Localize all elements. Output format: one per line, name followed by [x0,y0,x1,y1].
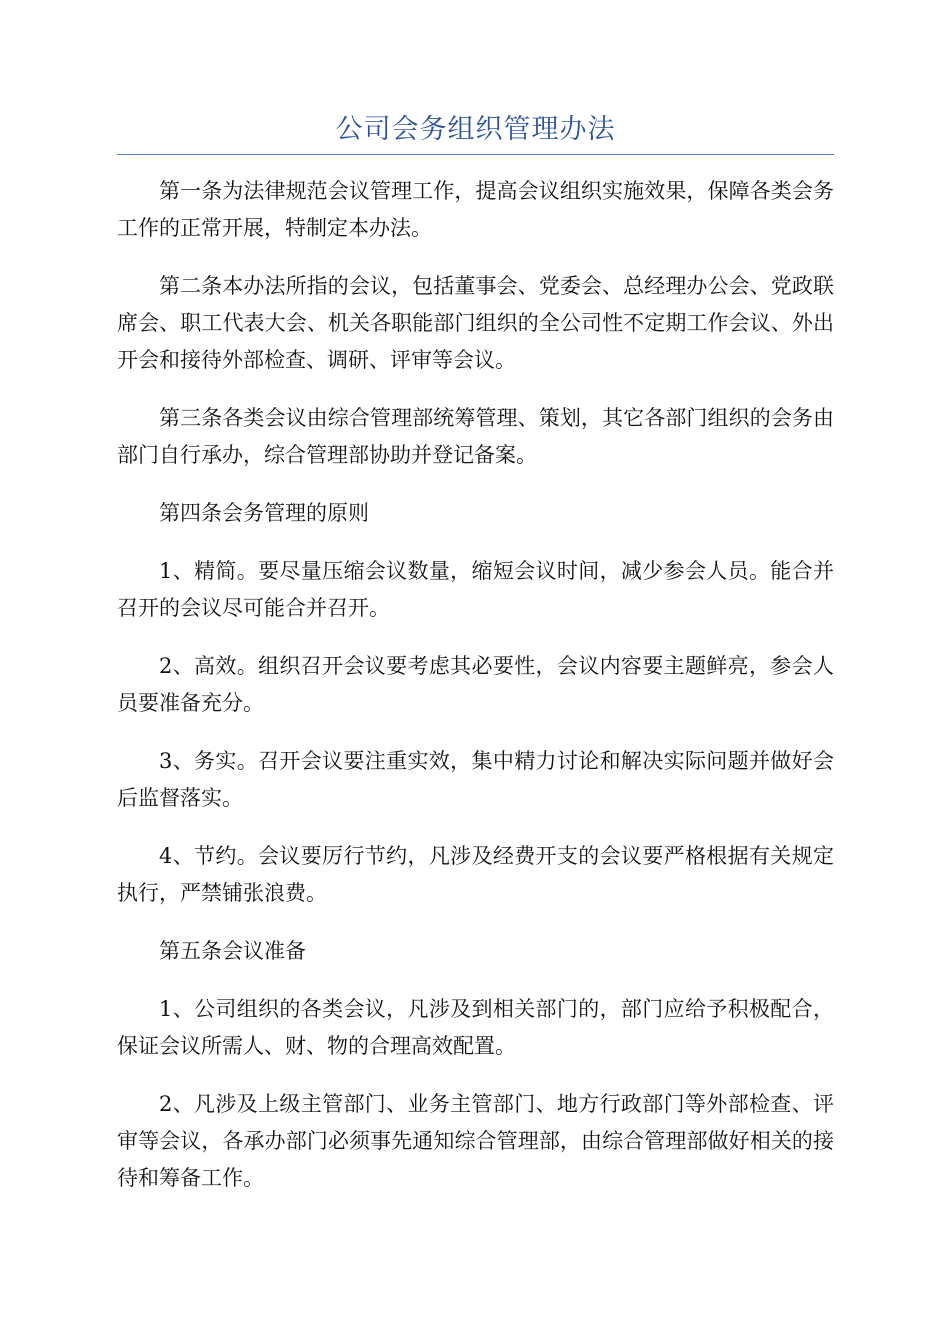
principle-1-paragraph: 1、精简。要尽量压缩会议数量，缩短会议时间，减少参会人员。能合并召开的会议尽可能合并召开。 [117,559,834,620]
preparation-2-paragraph: 2、凡涉及上级主管部门、业务主管部门、地方行政部门等外部检查、评审等会议，各承办部门必须事先通知综合管理部，由综合管理部做好相关的接待和筹备工作。 [117,1092,834,1190]
article-1-paragraph: 第一条为法律规范会议管理工作，提高会议组织实施效果，保障各类会务工作的正常开展，特制定本办法。 [117,179,834,240]
document-body [117,173,834,1197]
article-5-heading: 第五条会议准备 [159,939,306,963]
preparation-1-paragraph: 1、公司组织的各类会议，凡涉及到相关部门的，部门应给予积极配合，保证会议所需人、财、物的合理高效配置。 [117,997,834,1058]
document-page [117,108,834,1218]
document-title: 公司会务组织管理办法 [117,108,834,155]
principle-2-paragraph: 2、高效。组织召开会议要考虑其必要性，会议内容要主题鲜亮，参会人员要准备充分。 [117,654,834,715]
article-2-paragraph: 第二条本办法所指的会议，包括董事会、党委会、总经理办公会、党政联席会、职工代表大会、机关各职能部门组织的全公司性不定期工作会议、外出开会和接待外部检查、调研、评审等会议。 [117,274,834,372]
principle-3-paragraph: 3、务实。召开会议要注重实效，集中精力讨论和解决实际问题并做好会后监督落实。 [117,749,834,810]
principle-4-paragraph: 4、节约。会议要厉行节约，凡涉及经费开支的会议要严格根据有关规定执行，严禁铺张浪费。 [117,844,834,905]
article-3-paragraph: 第三条各类会议由综合管理部统筹管理、策划，其它各部门组织的会务由部门自行承办，综合管理部协助并登记备案。 [117,406,834,467]
article-4-heading: 第四条会务管理的原则 [159,501,369,525]
